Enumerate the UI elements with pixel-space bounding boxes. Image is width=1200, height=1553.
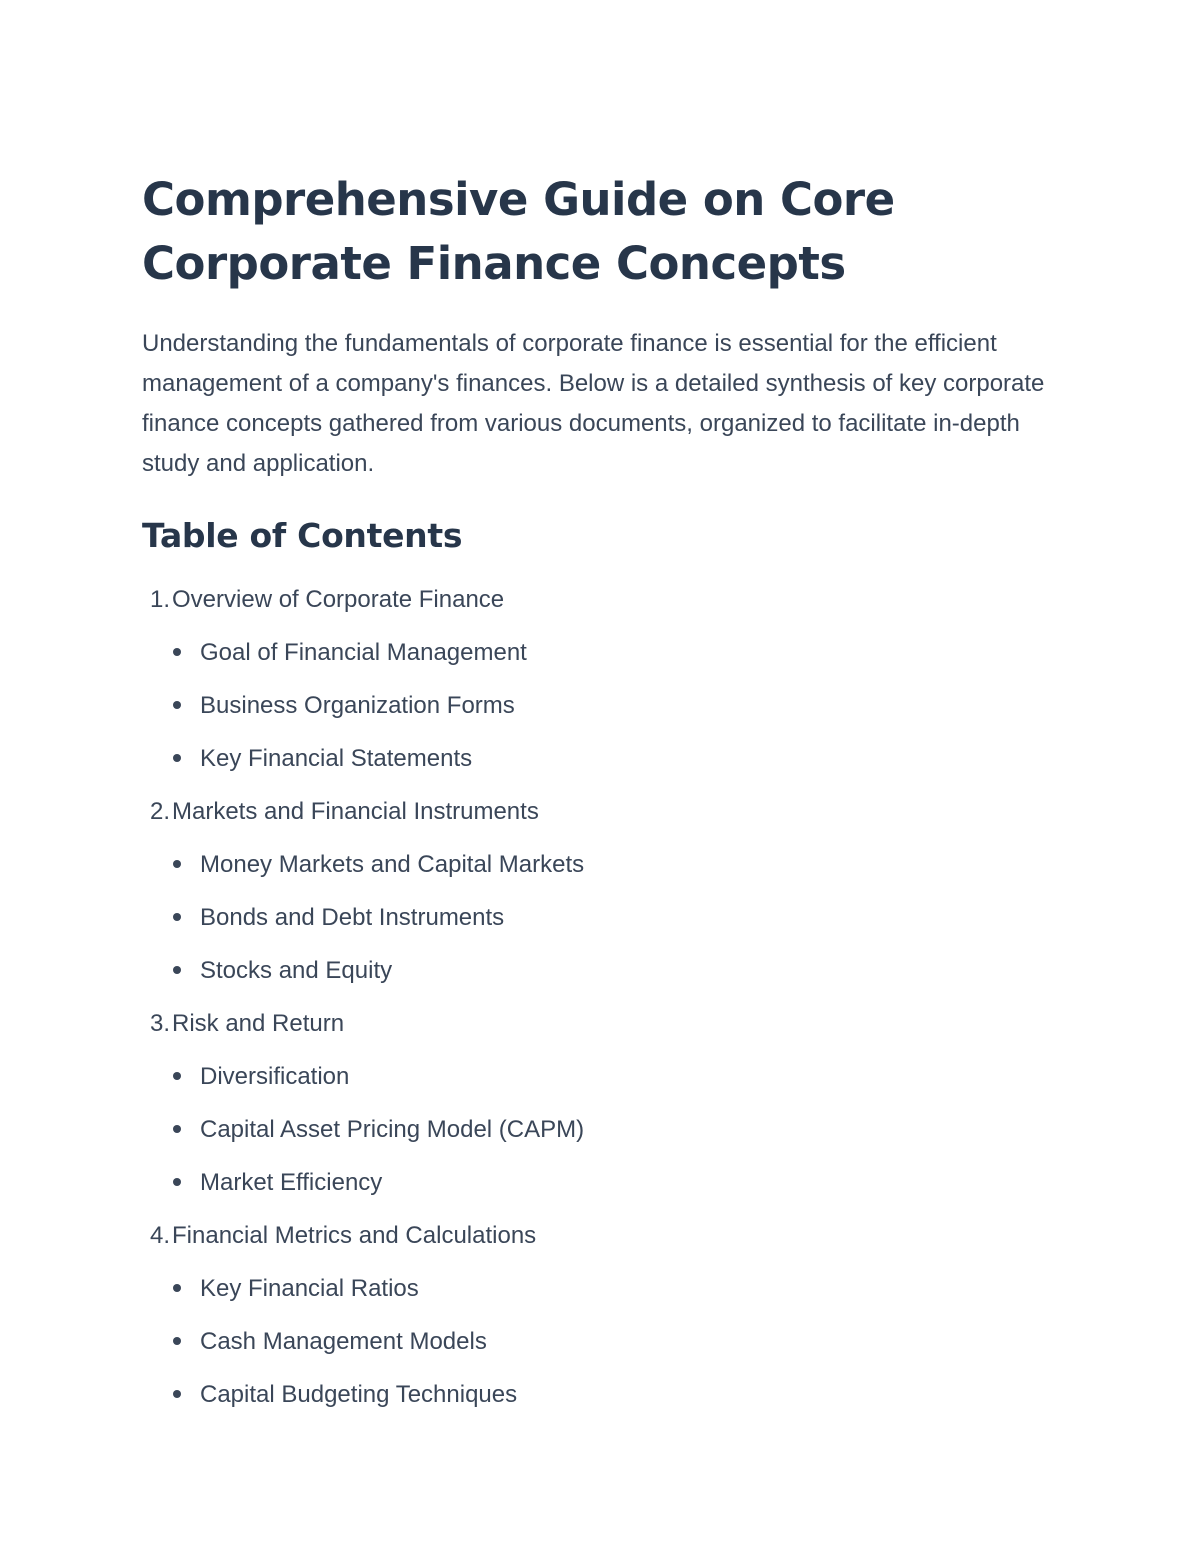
list-item (142, 688, 1062, 741)
list-item (142, 1271, 1062, 1324)
toc-section-overview (142, 582, 1062, 794)
list-item (142, 1324, 1062, 1377)
toc-section-risk-return (142, 1006, 1062, 1218)
toc-section-line (142, 794, 1062, 847)
toc-section-metrics (142, 1218, 1062, 1430)
list-item (142, 900, 1062, 953)
toc-section-line (142, 1006, 1062, 1059)
page-title: Comprehensive Guide on Core Corporate Finance Concepts (142, 173, 895, 290)
list-item (142, 953, 1062, 1006)
section-number: 2. (149, 798, 170, 825)
list-item-label: Capital Asset Pricing Model (CAPM) (200, 1116, 585, 1143)
bullet-icon (173, 1178, 181, 1186)
sub-list (142, 635, 1062, 794)
list-item (142, 1377, 1062, 1430)
bullet-icon (173, 1125, 181, 1133)
list-item (142, 1059, 1062, 1112)
list-item-label: Capital Budgeting Techniques (200, 1381, 518, 1408)
toc-section-line (142, 1218, 1062, 1271)
bullet-icon (173, 1390, 181, 1398)
list-item-label: Bonds and Debt Instruments (200, 904, 505, 931)
list-item-label: Cash Management Models (200, 1328, 487, 1355)
list-item-label: Diversification (200, 1063, 350, 1090)
list-item (142, 847, 1062, 900)
section-title: Overview of Corporate Finance (172, 586, 505, 613)
list-item-label: Key Financial Ratios (200, 1275, 419, 1302)
section-title: Risk and Return (172, 1010, 345, 1037)
sub-list (142, 847, 1062, 1006)
sub-list (142, 1271, 1062, 1430)
list-item (142, 741, 1062, 794)
bullet-icon (173, 754, 181, 762)
sub-list (142, 1059, 1062, 1218)
bullet-icon (173, 1072, 181, 1080)
list-item (142, 1112, 1062, 1165)
bullet-icon (173, 860, 181, 868)
list-item (142, 1165, 1062, 1218)
bullet-icon (173, 966, 181, 974)
list-item-label: Business Organization Forms (200, 692, 515, 719)
toc-heading: Table of Contents (142, 516, 463, 555)
bullet-icon (173, 648, 181, 656)
section-number: 4. (149, 1222, 170, 1249)
document-page (142, 168, 1062, 1430)
list-item-label: Key Financial Statements (200, 745, 473, 772)
list-item-label: Goal of Financial Management (200, 639, 527, 666)
bullet-icon (173, 913, 181, 921)
toc-section-line (142, 582, 1062, 635)
list-item-label: Market Efficiency (200, 1169, 383, 1196)
section-title: Financial Metrics and Calculations (172, 1222, 537, 1249)
section-number: 1. (149, 586, 170, 613)
list-item-label: Stocks and Equity (200, 957, 393, 984)
section-title: Markets and Financial Instruments (172, 798, 539, 825)
section-number: 3. (149, 1010, 170, 1037)
bullet-icon (173, 701, 181, 709)
intro-paragraph: Understanding the fundamentals of corporate finance is essential for the efficient management of a company's finances. Below is a detailed synthesis of key corporate finance concepts gathered from various documents, organized to facilitate in-depth study and application. (142, 330, 1045, 477)
toc-section-markets (142, 794, 1062, 1006)
list-item-label: Money Markets and Capital Markets (200, 851, 585, 878)
list-item (142, 635, 1062, 688)
bullet-icon (173, 1284, 181, 1292)
table-of-contents (142, 582, 1062, 1430)
bullet-icon (173, 1337, 181, 1345)
